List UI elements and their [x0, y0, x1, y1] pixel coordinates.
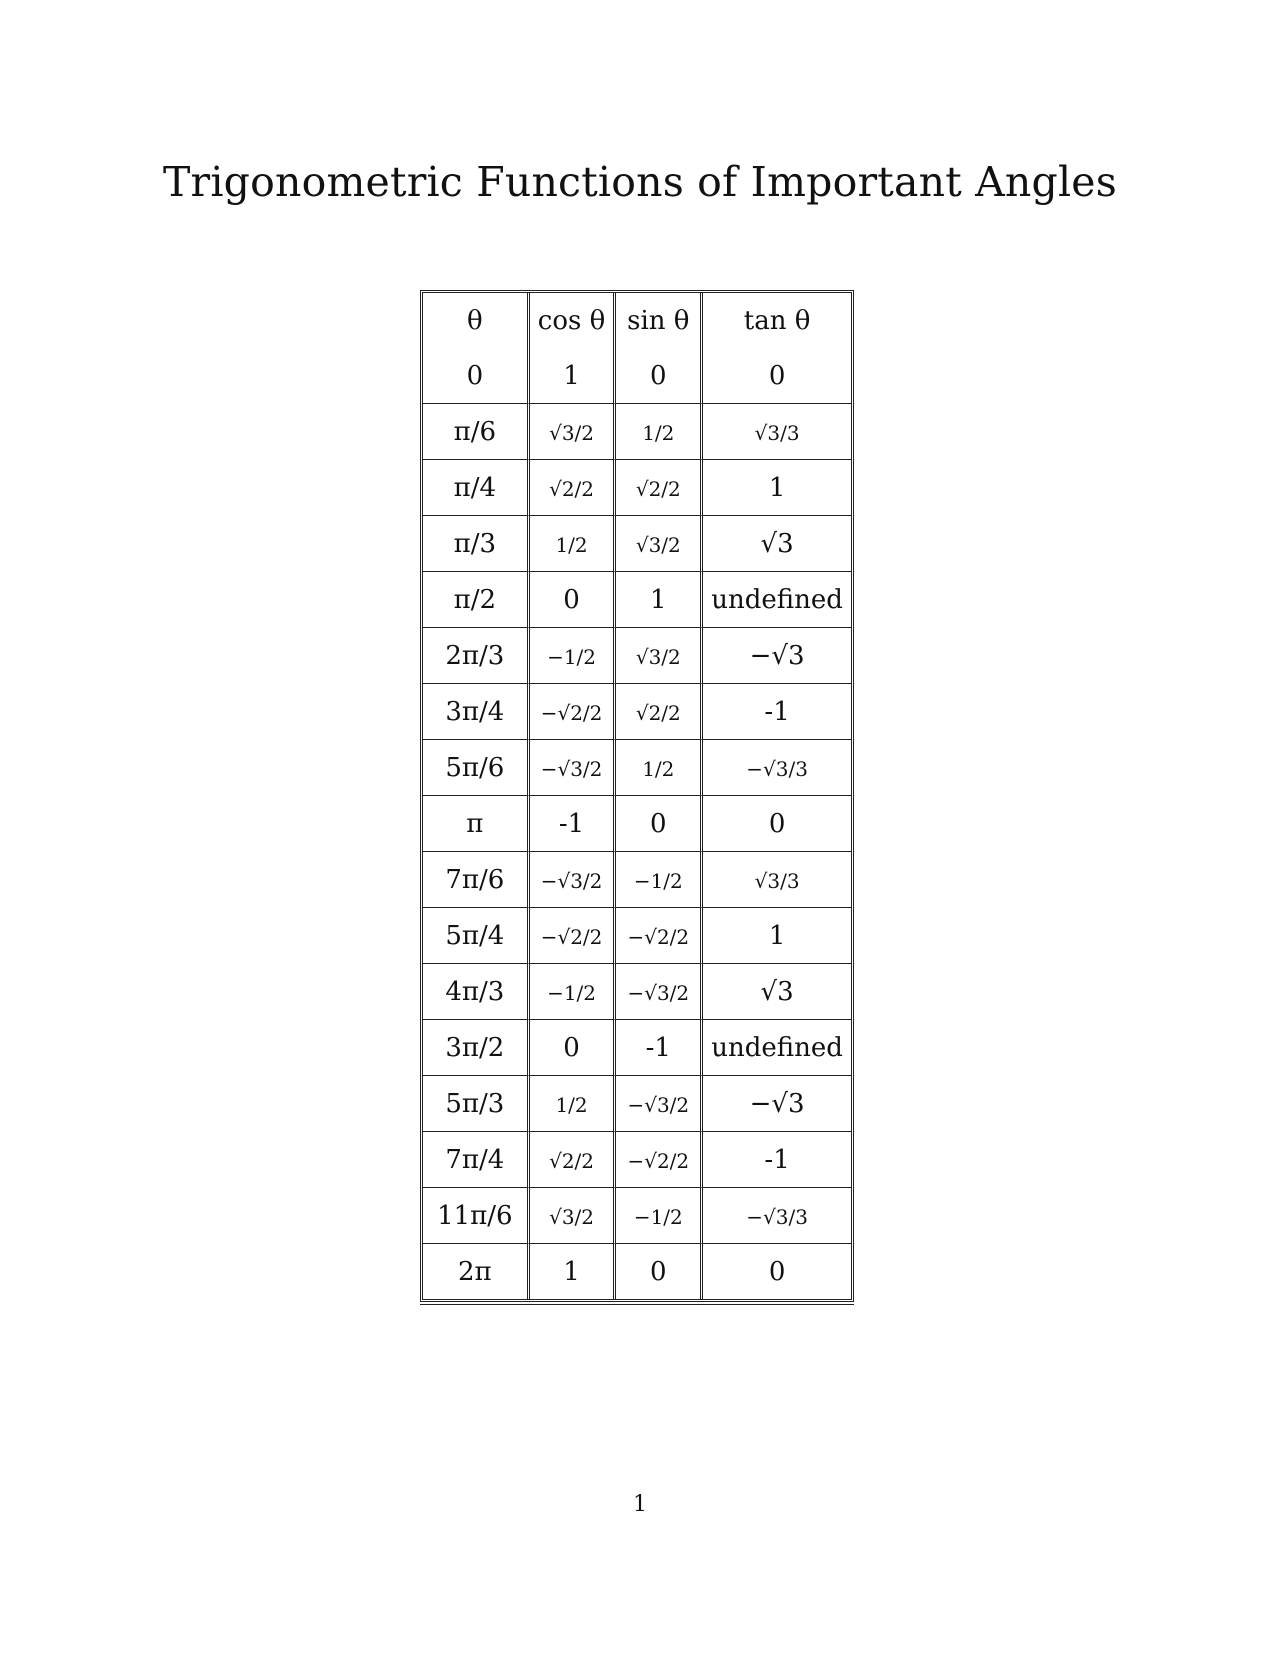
- cell-value: -1: [645, 1032, 671, 1063]
- cell-angle: [423, 627, 530, 683]
- cell-tan: [703, 851, 851, 907]
- cell-value: 0: [768, 808, 786, 839]
- cell-value: π: [466, 808, 484, 839]
- cell-tan: [703, 739, 851, 795]
- cell-value: 1: [768, 472, 786, 503]
- cell-value: −1/2: [633, 868, 683, 893]
- cell-angle: [423, 1019, 530, 1075]
- cell-value: √3/3: [754, 420, 800, 445]
- cell-value: 0: [768, 1256, 786, 1287]
- cell-value: −√2/2: [540, 924, 603, 949]
- cell-value: 5π/6: [445, 752, 505, 783]
- cell-tan: [703, 1075, 851, 1131]
- cell-tan: [703, 1019, 851, 1075]
- cell-value: undefined: [711, 584, 843, 615]
- cell-cos: [530, 683, 617, 739]
- cell-value: √3/2: [635, 532, 681, 557]
- cell-value: 4π/3: [445, 976, 505, 1007]
- cell-value: −1/2: [633, 1204, 683, 1229]
- cell-value: √3/2: [635, 644, 681, 669]
- cell-angle: [423, 348, 530, 403]
- cell-value: −1/2: [547, 980, 597, 1005]
- cell-cos: [530, 1187, 617, 1243]
- cell-sin: [616, 1243, 703, 1299]
- cell-cos: [530, 851, 617, 907]
- cell-sin: [616, 515, 703, 571]
- cell-sin: [616, 1187, 703, 1243]
- cell-value: −√2/2: [627, 1148, 690, 1173]
- cell-value: π/6: [453, 416, 497, 447]
- cell-tan: [703, 459, 851, 515]
- cell-sin: [616, 683, 703, 739]
- table-row: [423, 851, 851, 907]
- cell-value: √3: [760, 528, 794, 559]
- cell-sin: [616, 459, 703, 515]
- cell-tan: [703, 1187, 851, 1243]
- cell-value: 0: [650, 1256, 667, 1287]
- cell-value: π/3: [453, 528, 497, 559]
- cell-angle: [423, 1075, 530, 1131]
- cell-value: −√3/2: [540, 868, 603, 893]
- cell-tan: [703, 683, 851, 739]
- cell-cos: [530, 739, 617, 795]
- cell-value: −√2/2: [627, 924, 690, 949]
- cell-angle: [423, 963, 530, 1019]
- cell-value: −1/2: [547, 644, 597, 669]
- cell-value: 2π/3: [445, 640, 505, 671]
- cell-value: 1: [563, 1256, 580, 1287]
- cell-sin: [616, 348, 703, 403]
- cell-tan: [703, 1131, 851, 1187]
- table-row: [423, 348, 851, 403]
- cell-cos: [530, 907, 617, 963]
- cell-angle: [423, 1243, 530, 1299]
- cell-value: 5π/4: [445, 920, 505, 951]
- cell-value: √3/2: [549, 420, 595, 445]
- table-row: [423, 459, 851, 515]
- cell-value: −√3/2: [540, 756, 603, 781]
- cell-value: π/2: [453, 584, 497, 615]
- cell-cos: [530, 403, 617, 459]
- cell-value: −√3: [749, 640, 805, 671]
- cell-tan: [703, 571, 851, 627]
- cell-value: 1: [563, 360, 580, 391]
- table-bottom-rule: [420, 1304, 854, 1305]
- cell-tan: [703, 515, 851, 571]
- cell-angle: [423, 739, 530, 795]
- cell-value: 0: [768, 360, 786, 391]
- cell-cos: [530, 1075, 617, 1131]
- cell-value: undefined: [711, 1032, 843, 1063]
- cell-tan: [703, 348, 851, 403]
- header-tan: tan θ: [743, 305, 811, 336]
- page-title: Trigonometric Functions of Important Angles: [163, 158, 1117, 206]
- cell-value: 0: [650, 360, 667, 391]
- cell-value: π/4: [453, 472, 497, 503]
- table-row: [423, 627, 851, 683]
- cell-tan: [703, 795, 851, 851]
- table-row: [423, 963, 851, 1019]
- cell-cos: [530, 795, 617, 851]
- table-row: [423, 1131, 851, 1187]
- cell-value: 1: [768, 920, 786, 951]
- cell-value: −√3/3: [746, 756, 808, 781]
- header-theta: θ: [423, 293, 530, 348]
- cell-tan: [703, 627, 851, 683]
- table-row: [423, 571, 851, 627]
- cell-value: 5π/3: [445, 1088, 505, 1119]
- cell-value: 0: [563, 584, 580, 615]
- table-row: [423, 403, 851, 459]
- page-number: 1: [633, 1492, 647, 1517]
- cell-sin: [616, 739, 703, 795]
- cell-cos: [530, 963, 617, 1019]
- cell-value: √3: [760, 976, 794, 1007]
- cell-tan: [703, 907, 851, 963]
- cell-value: -1: [764, 1144, 790, 1175]
- cell-value: 1/2: [555, 1092, 588, 1117]
- cell-angle: [423, 907, 530, 963]
- cell-value: -1: [558, 808, 585, 839]
- cell-value: −√3/3: [746, 1204, 808, 1229]
- cell-value: 3π/4: [445, 696, 505, 727]
- cell-sin: [616, 1075, 703, 1131]
- header-sin: sin θ: [616, 293, 703, 348]
- cell-value: 7π/6: [445, 864, 505, 895]
- cell-value: 0: [466, 360, 484, 391]
- cell-value: 0: [563, 1032, 580, 1063]
- table-row: [423, 1075, 851, 1131]
- cell-cos: [530, 627, 617, 683]
- cell-value: 1/2: [642, 420, 675, 445]
- table-row: [423, 1187, 851, 1243]
- trig-table: [420, 290, 854, 1302]
- cell-sin: [616, 627, 703, 683]
- cell-angle: [423, 515, 530, 571]
- cell-angle: [423, 571, 530, 627]
- cell-value: √2/2: [549, 1148, 595, 1173]
- cell-sin: [616, 851, 703, 907]
- cell-tan: [703, 403, 851, 459]
- cell-angle: [423, 851, 530, 907]
- cell-cos: [530, 348, 617, 403]
- cell-sin: [616, 795, 703, 851]
- cell-sin: [616, 1019, 703, 1075]
- cell-cos: [530, 515, 617, 571]
- cell-value: 11π/6: [437, 1200, 513, 1231]
- table-row: [423, 683, 851, 739]
- cell-sin: [616, 907, 703, 963]
- cell-value: -1: [764, 696, 790, 727]
- cell-sin: [616, 571, 703, 627]
- cell-angle: [423, 403, 530, 459]
- table-row: [423, 795, 851, 851]
- table-row: [423, 1243, 851, 1299]
- cell-sin: [616, 1131, 703, 1187]
- cell-value: 2π: [458, 1256, 492, 1287]
- cell-value: √3/2: [549, 1204, 595, 1229]
- cell-value: 1/2: [555, 532, 588, 557]
- cell-value: 1/2: [642, 756, 675, 781]
- cell-value: 0: [650, 808, 667, 839]
- cell-cos: [530, 1131, 617, 1187]
- table-row: [423, 515, 851, 571]
- cell-sin: [616, 963, 703, 1019]
- cell-value: √2/2: [635, 700, 681, 725]
- cell-tan: [703, 963, 851, 1019]
- cell-value: 3π/2: [445, 1032, 505, 1063]
- cell-angle: [423, 795, 530, 851]
- trig-table-container: [420, 290, 854, 1305]
- header-cos: cos θ: [530, 293, 617, 348]
- cell-tan: [703, 1243, 851, 1299]
- cell-value: 7π/4: [445, 1144, 505, 1175]
- cell-cos: [530, 1243, 617, 1299]
- cell-value: −√2/2: [540, 700, 603, 725]
- cell-cos: [530, 459, 617, 515]
- table-header-row: [423, 293, 851, 348]
- cell-cos: [530, 1019, 617, 1075]
- cell-angle: [423, 1131, 530, 1187]
- cell-angle: [423, 1187, 530, 1243]
- cell-angle: [423, 683, 530, 739]
- cell-value: √3/3: [754, 868, 800, 893]
- cell-value: 1: [650, 584, 667, 615]
- table-row: [423, 907, 851, 963]
- cell-value: −√3/2: [627, 1092, 690, 1117]
- cell-sin: [616, 403, 703, 459]
- cell-value: −√3: [749, 1088, 805, 1119]
- table-body: [423, 348, 851, 1299]
- table-row: [423, 1019, 851, 1075]
- cell-angle: [423, 459, 530, 515]
- cell-value: −√3/2: [627, 980, 690, 1005]
- cell-value: √2/2: [635, 476, 681, 501]
- cell-value: √2/2: [549, 476, 595, 501]
- cell-cos: [530, 571, 617, 627]
- table-row: [423, 739, 851, 795]
